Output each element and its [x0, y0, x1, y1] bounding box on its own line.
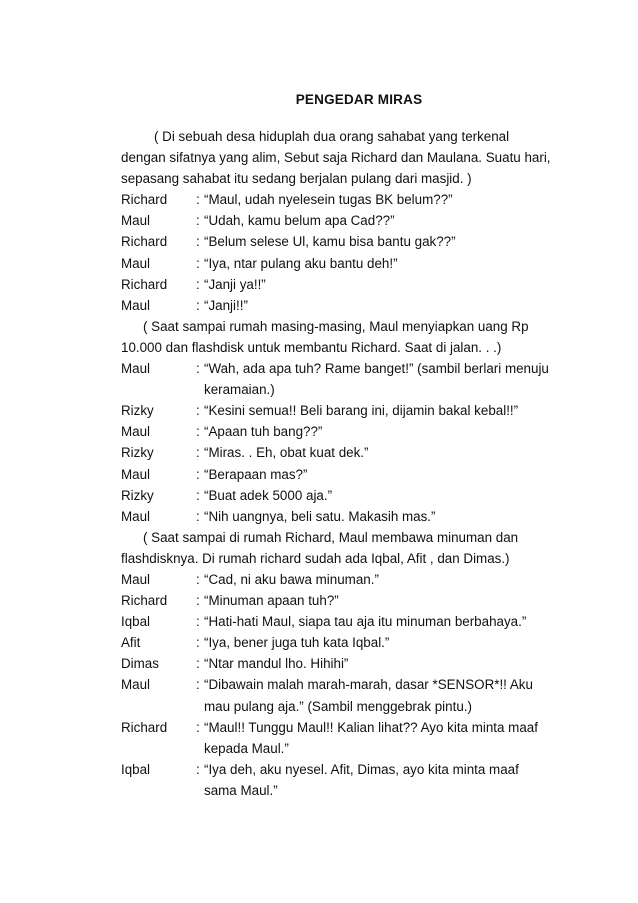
speech-text: “Minuman apaan tuh?” [204, 593, 339, 609]
colon: : [196, 192, 200, 208]
speaker-name: Maul [121, 297, 151, 313]
speech-text: “Janji ya!!” [204, 276, 266, 292]
speaker-name: Maul [121, 677, 151, 693]
speaker-name: Richard [121, 192, 168, 208]
dialogue-line [121, 632, 551, 653]
speech-text: “Cad, ni aku bawa minuman.” [204, 571, 379, 587]
colon: : [196, 614, 200, 630]
colon: : [196, 593, 200, 609]
dialogue-line [121, 442, 551, 463]
speech-text: “Maul!! Tunggu Maul!! Kalian lihat?? Ayo kita minta maaf kepada Maul.” [204, 719, 538, 756]
colon: : [196, 508, 200, 524]
colon: : [196, 635, 200, 651]
dialogue-line [121, 210, 551, 231]
speaker-name: Maul [121, 213, 151, 229]
dialogue-line [121, 759, 551, 801]
dialogue-line [121, 590, 551, 611]
colon: : [196, 403, 200, 419]
colon: : [196, 761, 200, 777]
speech-text: “Udah, kamu belum apa Cad??” [204, 213, 395, 229]
colon: : [196, 213, 200, 229]
speech-text: “Hati-hati Maul, siapa tau aja itu minuman berbahaya.” [204, 614, 527, 630]
script-body [121, 126, 551, 801]
narration-2: ( Saat sampai rumah masing-masing, Maul menyiapkan uang Rp 10.000 dan flashdisk untuk membantu Richard. Saat di jalan. . .) [121, 318, 529, 355]
speech-text: “Nih uangnya, beli satu. Makasih mas.” [204, 508, 436, 524]
speaker-name: Rizky [121, 445, 154, 461]
speech-text: “Berapaan mas?” [204, 466, 308, 482]
speaker-name: Rizky [121, 487, 154, 503]
speaker-name: Maul [121, 424, 151, 440]
speech-text: “Iya deh, aku nyesel. Afit, Dimas, ayo kita minta maaf sama Maul.” [204, 761, 519, 798]
colon: : [196, 276, 200, 292]
speaker-name: Richard [121, 719, 168, 735]
colon: : [196, 466, 200, 482]
speaker-name: Iqbal [121, 761, 151, 777]
colon: : [196, 297, 200, 313]
dialogue-line [121, 274, 551, 295]
dialogue-line [121, 485, 551, 506]
colon: : [196, 234, 200, 250]
document-title: PENGEDAR MIRAS [295, 92, 423, 107]
dialogue-line [121, 253, 551, 274]
speech-text: “Ntar mandul lho. Hihihi” [204, 656, 349, 672]
dialogue-block-1 [121, 189, 551, 316]
speech-text: “Iya, bener juga tuh kata Iqbal.” [204, 635, 390, 651]
speaker-name: Richard [121, 234, 168, 250]
dialogue-line [121, 400, 551, 421]
dialogue-line [121, 653, 551, 674]
colon: : [196, 445, 200, 461]
speaker-name: Afit [121, 635, 141, 651]
colon: : [196, 255, 200, 271]
dialogue-line [121, 717, 551, 759]
speech-text: “Iya, ntar pulang aku bantu deh!” [204, 255, 398, 271]
dialogue-block-2 [121, 358, 551, 527]
dialogue-line [121, 674, 551, 716]
colon: : [196, 571, 200, 587]
speech-text: “Janji!!” [204, 297, 248, 313]
dialogue-block-3 [121, 569, 551, 801]
colon: : [196, 424, 200, 440]
speech-text: “Wah, ada apa tuh? Rame banget!” (sambil berlari menuju keramaian.) [204, 361, 549, 398]
speaker-name: Maul [121, 466, 151, 482]
speech-text: “Kesini semua!! Beli barang ini, dijamin bakal kebal!!” [204, 403, 519, 419]
dialogue-line [121, 231, 551, 252]
speaker-name: Dimas [121, 656, 159, 672]
dialogue-line [121, 421, 551, 442]
colon: : [196, 719, 200, 735]
speech-text: “Miras. . Eh, obat kuat dek.” [204, 445, 369, 461]
dialogue-line [121, 464, 551, 485]
colon: : [196, 677, 200, 693]
speech-text: “Maul, udah nyelesein tugas BK belum??” [204, 192, 453, 208]
speaker-name: Maul [121, 361, 151, 377]
speech-text: “Belum selese Ul, kamu bisa bantu gak??” [204, 234, 456, 250]
narration-3: ( Saat sampai di rumah Richard, Maul membawa minuman dan flashdisknya. Di rumah richard sudah ada Iqbal, Afit , dan Dimas.) [121, 529, 519, 566]
speaker-name: Iqbal [121, 614, 151, 630]
speech-text: “Dibawain malah marah-marah, dasar *SENSOR*!! Aku mau pulang aja.” (Sambil menggebrak pintu.) [204, 677, 533, 714]
dialogue-line [121, 295, 551, 316]
dialogue-line [121, 611, 551, 632]
speaker-name: Rizky [121, 403, 154, 419]
speaker-name: Maul [121, 508, 151, 524]
speech-text: “Buat adek 5000 aja.” [204, 487, 333, 503]
dialogue-line [121, 506, 551, 527]
dialogue-line [121, 358, 551, 400]
dialogue-line [121, 189, 551, 210]
speaker-name: Richard [121, 593, 168, 609]
intro-narration: ( Di sebuah desa hiduplah dua orang sahabat yang terkenal dengan sifatnya yang alim, Sebut saja Richard dan Maulana. Suatu hari, sepasang sahabat itu sedang berjalan pulang dari masjid. ) [121, 129, 551, 187]
speaker-name: Richard [121, 276, 168, 292]
colon: : [196, 361, 200, 377]
speech-text: “Apaan tuh bang??” [204, 424, 323, 440]
colon: : [196, 487, 200, 503]
dialogue-line [121, 569, 551, 590]
colon: : [196, 656, 200, 672]
speaker-name: Maul [121, 255, 151, 271]
speaker-name: Maul [121, 571, 151, 587]
